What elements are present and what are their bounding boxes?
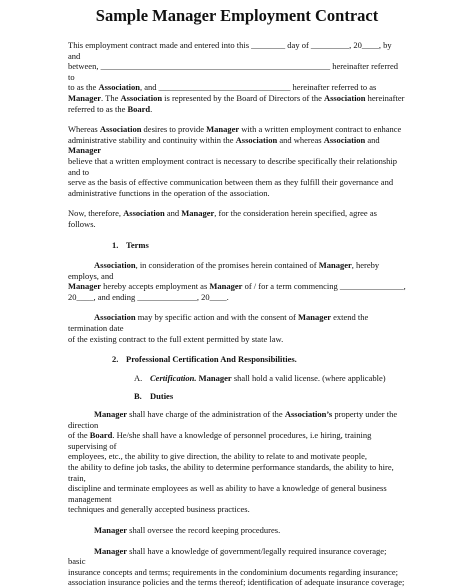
text: and whereas [277,134,324,145]
text: hereby accepts employment as [101,281,210,292]
text: shall oversee the record keeping procedures. [127,524,281,535]
duties-line: insurance concepts and terms; requirements in the condominium documents regarding insurance; [68,566,398,577]
bold-term: Manager [68,145,102,156]
text: to as the [68,82,99,93]
whereas-line [68,135,406,156]
duties-line [68,525,406,536]
section-title: Professional Certification And Responsibilities. [126,354,297,365]
bold-term: Manager [297,312,332,323]
terms-paragraph-1 [68,260,406,302]
text: may by specific action and with the consent of [135,312,298,323]
duties-line: association insurance policies and the terms thereof; identification of adequate insurance coverage; [68,577,405,588]
bold-term: Manager [209,281,243,292]
text: , for the consideration herein specified, agree as follows. [68,208,377,229]
section-number: 1. [112,239,119,250]
bold-term: Association [120,92,163,103]
bold-term: Manager [94,409,128,420]
section-heading-terms [68,240,406,251]
duties-paragraph-2 [68,525,406,536]
text: with a written employment contract to enhance [239,124,402,135]
text: is represented by the Board of Directors of the [162,92,324,103]
text: property under the direction [68,409,398,430]
subsection-certification [68,373,406,384]
subsection-letter: B. [134,391,142,402]
section-number: 2. [112,354,119,365]
whereas-line: serve as the basis of effective communication between them as they fulfill their governance and [68,177,394,188]
bold-term: Association [98,82,141,93]
duties-line: employees, etc., the ability to give direction, the ability to relate to and motivate people, [68,451,368,462]
bold-term: Association [94,260,136,271]
intro-line [68,82,406,93]
bold-term: Association [323,92,366,103]
bold-term: Manager [181,208,215,219]
bold-term: Manager [94,524,128,535]
text: Now, therefore, [68,208,124,219]
bold-term: Board [89,430,113,441]
whereas-line [68,124,406,135]
subsection-title: Duties [150,391,174,402]
bold-term: Association [99,124,142,135]
bold-term: Association [123,208,165,219]
bold-term: Manager [94,545,128,556]
intro-line [68,93,406,104]
intro-paragraph [68,40,406,114]
duties-line: techniques and generally accepted business practices. [68,504,250,515]
text: of the [68,430,90,441]
terms-line [68,260,406,281]
subsection-letter: A. [134,372,143,383]
intro-line: This employment contract made and entered into this ________ day of _________, 20____, by and [68,40,392,61]
text: , hereby employs, and [68,260,380,281]
text: , and _______________________________ hereinafter referred to as [140,82,377,93]
text: shall have charge of the administration of the [127,409,285,420]
text: . The [101,92,121,103]
duties-line: discipline and terminate employees as well as ability to have a knowledge of general business management [68,483,387,504]
bold-term: Manager [318,260,352,271]
text: . [150,103,153,114]
bold-term: Manager [68,281,102,292]
duties-line [68,430,406,451]
duties-paragraph-3 [68,546,406,588]
whereas-line: administrative functions in the operation of the association. [68,187,270,198]
text: Whereas [68,124,100,135]
text: and [164,208,182,219]
intro-line [68,104,406,115]
whereas-paragraph [68,124,406,198]
now-paragraph [68,208,406,229]
whereas-line: believe that a written employment contract is necessary to describe specifically their relationship and to [68,155,398,177]
terms-line [68,312,406,333]
text: , in consideration of the promises herein contained of [135,260,319,271]
section-title: Terms [126,239,149,250]
bold-term: Manager [198,372,232,383]
document-title: Sample Manager Employment Contract [95,6,379,25]
duties-line [68,546,406,567]
text: and [365,134,380,145]
terms-line: 20____, and ending ______________, 20____. [68,291,229,302]
terms-line [68,281,406,292]
text: referred to as the [68,103,128,114]
text: extend the termination date [68,312,369,334]
text: shall hold a valid license. (where applicable) [231,372,386,383]
text: shall have a knowledge of government/legally required insurance coverage; basic [68,545,387,567]
text: of / for a term commencing _______________, [242,281,406,292]
bold-term: Manager [68,92,102,103]
terms-line: of the existing contract to the full extent permitted by state law. [68,333,284,344]
duties-paragraph-1 [68,409,406,515]
text: desires to provide [141,124,207,135]
duties-line [68,409,406,430]
bold-italic-term: Certification. [150,372,197,383]
subsection-duties [68,391,406,402]
text: hereinafter [365,92,405,103]
bold-term: Board [127,103,151,114]
bold-term: Association’s [284,409,333,420]
text: . He/she shall have a knowledge of personnel procedures, i.e hiring, training supervising of [68,430,372,451]
intro-line: between, ______________________________________________________ hereinafter referred to [68,61,399,82]
bold-term: Association [94,312,136,323]
now-line [68,208,406,229]
section-heading-certification [68,354,406,365]
bold-term: Association [235,134,278,145]
duties-line: the ability to define job tasks, the ability to determine performance standards, the ability to hire, train, [68,462,394,483]
bold-term: Association [323,134,366,145]
text: administrative stability and continuity within the [68,134,236,145]
bold-term: Manager [206,124,240,135]
terms-paragraph-2 [68,312,406,344]
